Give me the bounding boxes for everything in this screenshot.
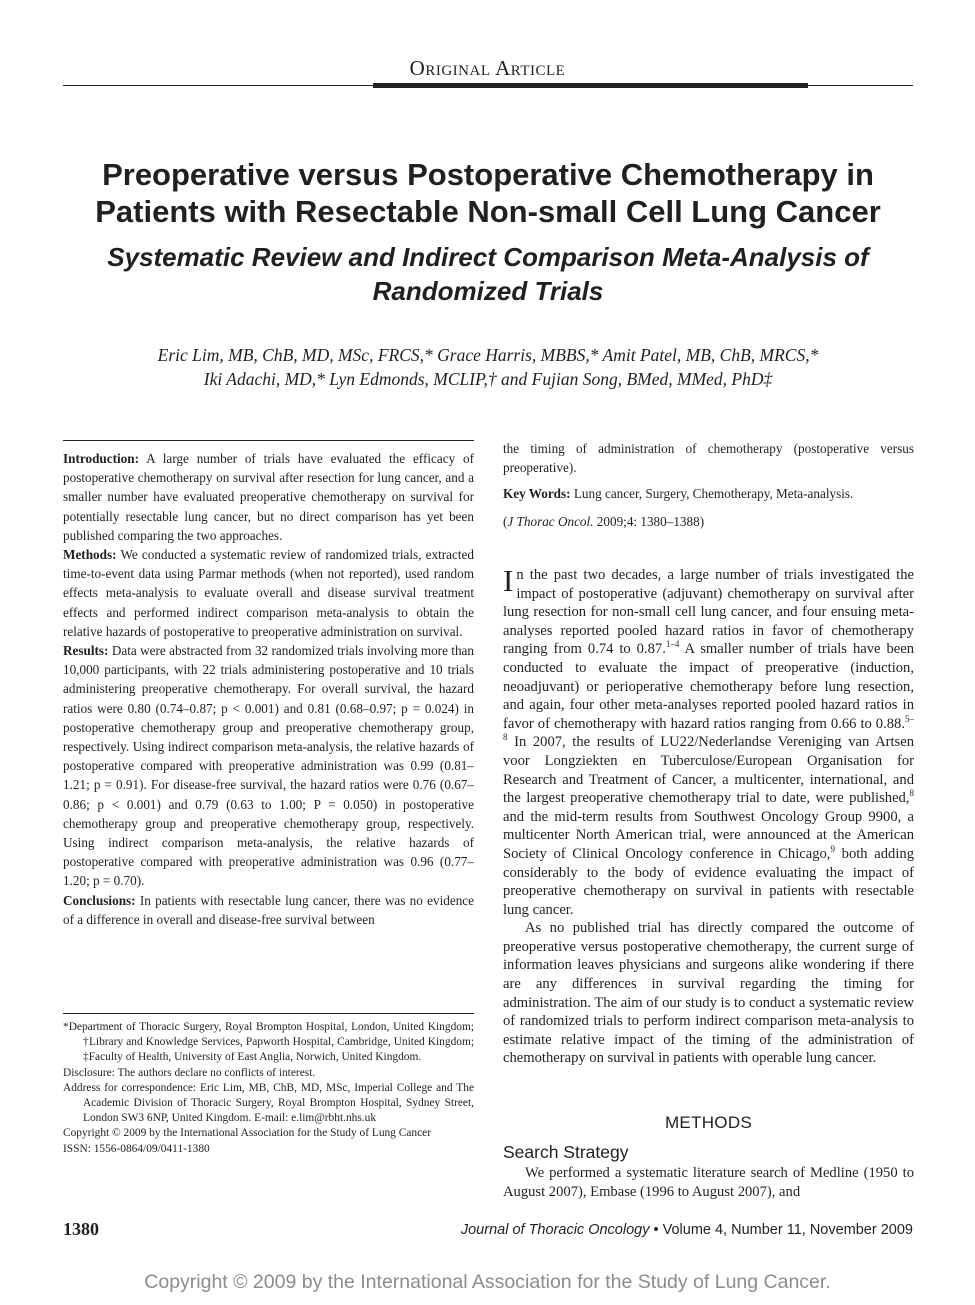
abstract bbox=[63, 440, 474, 929]
header-rule bbox=[63, 83, 913, 88]
abstract-conclusions bbox=[63, 891, 474, 929]
body-paragraph-2: As no published trial has directly compared the outcome of preoperative versus postoperative chemotherapy, the current surge of information leaves physicians and surgeons alike wondering if there are any differences in survival regarding the timing for administration. The aim of our study is to conduct a systematic review of randomized trials to perform indirect comparison meta-analysis to estimate relative impact of the timing of the administration of chemotherapy on survival in patients with operable lung cancer. bbox=[503, 920, 914, 1067]
conclusions-text: In patients with resectable lung cancer, there was no evidence of a difference in overall and disease-free survival between bbox=[63, 892, 475, 927]
introduction-text: A large number of trials have evaluated the efficacy of postoperative chemotherapy on survival after resection for lung cancer, and a smaller number have evaluated preoperative chemotherapy on survival for potentially resectable lung cancer, but no direct comparison has yet been published comparing the two approaches. bbox=[63, 451, 474, 543]
body-text-1a: n the past two decades, a large number of trials investigated the impact of postoperative (adjuvant) chemotherapy on survival after lung resection for non-small cell lung cancer, and four ensuing meta-analyses reported pooled hazard ratios in favor of chemotherapy ranging from 0.74 to 0.87. bbox=[503, 567, 914, 658]
introduction-body bbox=[503, 563, 914, 1068]
body-text-1d: and the mid-term results from Southwest Oncology Group 9900, a multicenter North American trial, were announced at the American Society of Clinical Oncology conference in Chicago, bbox=[503, 808, 914, 862]
body-text-1c: In 2007, the results of LU22/Nederlandse Vereniging van Artsen voor Longziekten en Tuberculose/European Organisation for Research and Treatment of Cancer, a multicenter, international, and the largest preoperative chemotherapy trial to date, were published, bbox=[503, 734, 914, 807]
journal-footer bbox=[461, 1222, 913, 1238]
footnote-issn: ISSN: 1556-0864/09/0411-1380 bbox=[63, 1142, 210, 1155]
body-text-1e: both adding considerably to the body of evidence evaluating the impact of preoperative chemotherapy on survival in patients with resectable lung cancer. bbox=[503, 845, 914, 918]
introduction-label: Introduction: bbox=[63, 451, 139, 466]
reference-link[interactable]: 1–4 bbox=[665, 639, 680, 650]
footnotes bbox=[63, 1013, 474, 1157]
body-text-1b: A smaller number of trials have been conducted to evaluate the impact of preoperative (induction, neoadjuvant) or perioperative chemotherapy before lung resection, and again, four other meta-analyses reported pooled hazard ratios in favor of chemotherapy with hazard ratios ranging from 0.66 to 0.88. bbox=[503, 641, 914, 732]
conclusions-label: Conclusions: bbox=[63, 892, 136, 908]
author-list bbox=[63, 343, 913, 391]
methods-label: Methods: bbox=[63, 547, 117, 563]
body-paragraph-1 bbox=[503, 563, 914, 919]
journal-name: Journal of Thoracic Oncology bbox=[460, 1222, 650, 1238]
methods-heading: METHODS bbox=[664, 1113, 753, 1132]
abstract-methods bbox=[63, 545, 474, 641]
keywords-text: Lung cancer, Surgery, Chemotherapy, Meta-analysis. bbox=[573, 486, 854, 501]
keywords bbox=[503, 484, 914, 503]
reference-link[interactable]: 8 bbox=[909, 788, 914, 799]
abstract-conclusions-continued: the timing of administration of chemotherapy (postoperative versus preoperative). bbox=[503, 441, 914, 475]
citation-journal: J Thorac Oncol. bbox=[507, 514, 594, 529]
footnote-copyright: Copyright © 2009 by the International Association for the Study of Lung Cancer bbox=[63, 1127, 432, 1140]
search-strategy-paragraph: We performed a systematic literature search of Medline (1950 to August 2007), Embase (1996 to August 2007), and bbox=[503, 1165, 914, 1200]
authors-line-1: Eric Lim, MB, ChB, MD, MSc, FRCS,* Grace Harris, MBBS,* Amit Patel, MB, ChB, MRCS,* bbox=[157, 345, 819, 365]
page-number: 1380 bbox=[63, 1219, 99, 1239]
search-strategy-text bbox=[503, 1164, 914, 1201]
results-text: Data were abstracted from 32 randomized trials involving more than 10,000 participants, with 22 trials administering postoperative and 10 trials administering preoperative chemotherapy. For overall survival, the hazard ratios were 0.80 (0.74–0.87; p < 0.001) and 0.81 (0.68–0.97; p = 0.024) in postoperative chemotherapy group and preoperative chemotherapy group, respectively. Using indirect comparison meta-analysis, the relative hazards of postoperative compared with preoperative administration was 0.99 (0.81–1.21; p = 0.91). For disease-free survival, the hazard ratios were 0.76 (0.67–0.86; p < 0.001) and 0.79 (0.63 to 1.00; P = 0.050) in postoperative chemotherapy group and preoperative chemotherapy group, respectively. Using indirect comparison meta-analysis, the relative hazards of postoperative compared with preoperative administration was 0.96 (0.77–1.20; p = 0.70). bbox=[63, 643, 475, 889]
search-strategy-heading: Search Strategy bbox=[503, 1142, 629, 1162]
article-subtitle: Systematic Review and Indirect Comparison Meta-Analysis of Randomized Trials bbox=[107, 242, 869, 306]
footer-bullet: • bbox=[649, 1222, 663, 1238]
results-label: Results: bbox=[63, 643, 109, 659]
section-label: Original Article bbox=[409, 56, 566, 80]
abstract-introduction bbox=[63, 449, 474, 545]
abstract-results bbox=[63, 641, 474, 891]
journal-issue: Volume 4, Number 11, November 2009 bbox=[662, 1222, 913, 1238]
article-title: Preoperative versus Postoperative Chemotherapy in Patients with Resectable Non-small Cell Lung Cancer bbox=[95, 157, 881, 229]
keywords-label: Key Words: bbox=[503, 486, 571, 501]
authors-line-2: Iki Adachi, MD,* Lyn Edmonds, MCLIP,† and Fujian Song, BMed, MMed, PhD‡ bbox=[203, 369, 773, 389]
reference-link[interactable]: 5–8 bbox=[503, 713, 914, 743]
copyright-watermark: Copyright © 2009 by the International Association for the Study of Lung Cancer. bbox=[144, 1271, 831, 1293]
footnote-affiliations: *Department of Thoracic Surgery, Royal Brompton Hospital, London, United Kingdom; †Library and Knowledge Services, Papworth Hospital, Cambridge, United Kingdom; ‡Faculty of Health, University of East Anglia, Norwich, United Kingdom. bbox=[63, 1021, 474, 1064]
citation-rest: 2009;4: 1380–1388) bbox=[593, 514, 705, 529]
methods-text: We conducted a systematic review of randomized trials, extracted time-to-event data using Parmar methods (when not reported), used random effects meta-analysis to evaluate overall and disease survival treatment effects and performed indirect comparison meta-analysis to obtain the relative hazards of postoperative to preoperative administration on survival. bbox=[63, 547, 474, 639]
drop-cap: I bbox=[503, 563, 514, 598]
footnote-correspondence: Address for correspondence: Eric Lim, MB, ChB, MD, MSc, Imperial College and The Academic Division of Thoracic Surgery, Royal Brompton Hospital, Sydney Street, London SW3 6NP, United Kingdom. E-mail: e.lim@rbht.nhs.uk bbox=[63, 1081, 474, 1125]
footnote-disclosure: Disclosure: The authors declare no conflicts of interest. bbox=[63, 1066, 316, 1079]
citation: (J Thorac Oncol. 2009;4: 1380–1388) bbox=[503, 514, 705, 529]
header-rule-thick bbox=[373, 83, 808, 88]
reference-link[interactable]: 9 bbox=[830, 844, 835, 855]
